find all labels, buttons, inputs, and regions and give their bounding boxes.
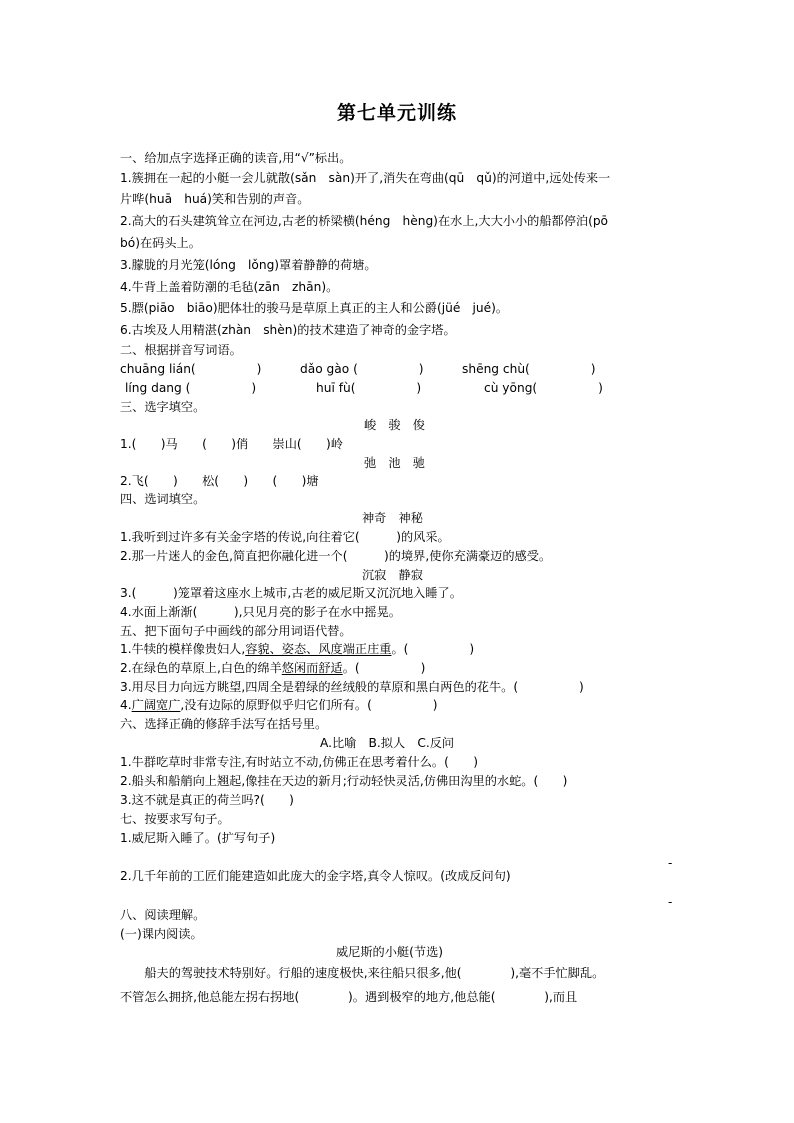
s5-q2-prefix: 2.在绿色的草原上,白色的绵羊: [120, 661, 282, 675]
s4-question-2: 2.那一片迷人的金色,简直把你融化进一个( )的境界,使你充满豪迈的感受。: [120, 549, 552, 563]
pinyin-item-hui-fu: huī fù( ): [316, 381, 422, 395]
word-options-2: 沉寂 静寂: [362, 568, 423, 582]
s5-q1-prefix: 1.牛犊的模样像贵妇人,: [120, 642, 246, 656]
s6-question-3: 3.这不就是真正的荷兰吗?( ): [120, 793, 294, 807]
passage-line-1: 船夫的驾驶技术特别好。行船的速度极快,来往船只很多,他( ),毫不手忙脚乱。: [120, 966, 605, 980]
section-8-heading: 八、阅读理解。: [120, 908, 206, 922]
section-5-heading: 五、把下面句子中画线的部分用词语代替。: [120, 624, 352, 638]
passage-title: 威尼斯的小艇(节选): [336, 945, 444, 959]
pinyin-item-chuang-lian: chuāng lián( ): [120, 362, 262, 376]
answer-line-marker-2: -: [668, 895, 673, 909]
s7-question-2: 2.几千年前的工匠们能建造如此庞大的金字塔,真令人惊叹。(改成反问句): [120, 869, 511, 883]
section-2-heading: 二、根据拼音写词语。: [120, 343, 242, 357]
s4-question-1: 1.我听到过许多有关金字塔的传说,向往着它( )的风采。: [120, 530, 450, 544]
s5-question-3: 3.用尽目力向远方眺望,四周全是碧绿的丝绒般的草原和黑白两色的花牛。( ): [120, 680, 584, 694]
section-1-heading: 一、给加点字选择正确的读音,用“√”标出。: [120, 151, 352, 165]
pinyin-item-cu-yong: cù yōng( ): [484, 381, 603, 395]
s5-q4-underlined-phrase: 广阔宽广: [131, 698, 181, 712]
char-options-1: 峻 骏 俊: [364, 418, 425, 432]
s5-question-1: [120, 642, 474, 656]
s5-q2-underlined-phrase: 悠闲而舒适: [281, 661, 343, 675]
section-3-heading: 三、选字填空。: [120, 400, 206, 414]
s1-question-1-line-1: 1.簇拥在一起的小艇一会儿就散(sǎn sàn)开了,消失在弯曲(qū qǔ)的河道中,远处传来一: [120, 171, 611, 185]
s5-q1-underlined-phrase: 容貌、姿态、风度端正庄重: [245, 642, 392, 656]
s3-line-2: 2.飞( ) 松( ) ( )塘: [120, 474, 319, 488]
s4-question-3: 3.( )笼罩着这座水上城市,古老的威尼斯又沉沉地入睡了。: [120, 586, 462, 600]
s5-q4-suffix: ,没有边际的原野似乎归它们所有。( ): [180, 698, 438, 712]
passage-line-2: 不管怎么拥挤,他总能左拐右拐地( )。遇到极窄的地方,他总能( ),而且: [120, 990, 578, 1004]
s1-question-1-line-2: 片哗(huā huá)笑和告别的声音。: [120, 192, 310, 206]
s1-question-6: 6.古埃及人用精湛(zhàn shèn)的技术建造了神奇的金字塔。: [120, 323, 456, 337]
pinyin-item-ling-dang: líng dang ( ): [125, 381, 257, 395]
s8-subheading: (一)课内阅读。: [120, 927, 203, 941]
char-options-2: 弛 池 驰: [364, 456, 425, 470]
answer-line-marker-1: -: [668, 856, 673, 870]
s1-question-3: 3.朦胧的月光笼(lóng lǒng)罩着静静的荷塘。: [120, 258, 377, 272]
s1-question-5: 5.膘(piāo biāo)肥体壮的骏马是草原上真正的主人和公爵(jüé jué)。: [120, 301, 509, 315]
s5-q2-suffix: 。( ): [342, 661, 426, 675]
s7-question-1: 1.威尼斯入睡了。(扩写句子): [120, 831, 276, 845]
s5-q4-prefix: 4.: [120, 698, 132, 712]
s1-question-4: 4.牛背上盖着防潮的毛毡(zān zhān)。: [120, 280, 339, 294]
s4-question-4: 4.水面上渐渐( ),只见月亮的影子在水中摇晃。: [120, 605, 401, 619]
s5-question-4: [120, 698, 438, 712]
pinyin-item-dao-gao: dǎo gào ( ): [300, 362, 424, 376]
s5-q1-suffix: 。( ): [391, 642, 475, 656]
word-options-1: 神奇 神秘: [362, 511, 423, 525]
section-4-heading: 四、选词填空。: [120, 492, 206, 506]
s1-question-2-line-1: 2.高大的石头建筑耸立在河边,古老的桥梁横(héng hèng)在水上,大大小小的船都停泊(pō: [120, 214, 609, 228]
s1-question-2-line-2: bó)在码头上。: [120, 236, 201, 250]
page-title: 第七单元训练: [336, 102, 457, 124]
s6-question-2: 2.船头和船艄向上翘起,像挂在天边的新月;行动轻快灵活,仿佛田沟里的水蛇。( ): [120, 774, 568, 788]
section-7-heading: 七、按要求写句子。: [120, 812, 230, 826]
pinyin-item-sheng-chu: shēng chù( ): [462, 362, 596, 376]
s3-line-1: 1.( )马 ( )俏 崇山( )岭: [120, 437, 343, 451]
section-6-heading: 六、选择正确的修辞手法写在括号里。: [120, 717, 328, 731]
rhetoric-options: A.比喻 B.拟人 C.反问: [320, 736, 455, 750]
s6-question-1: 1.牛群吃草时非常专注,有时站立不动,仿佛正在思考着什么。( ): [120, 755, 478, 769]
s5-question-2: [120, 661, 425, 675]
